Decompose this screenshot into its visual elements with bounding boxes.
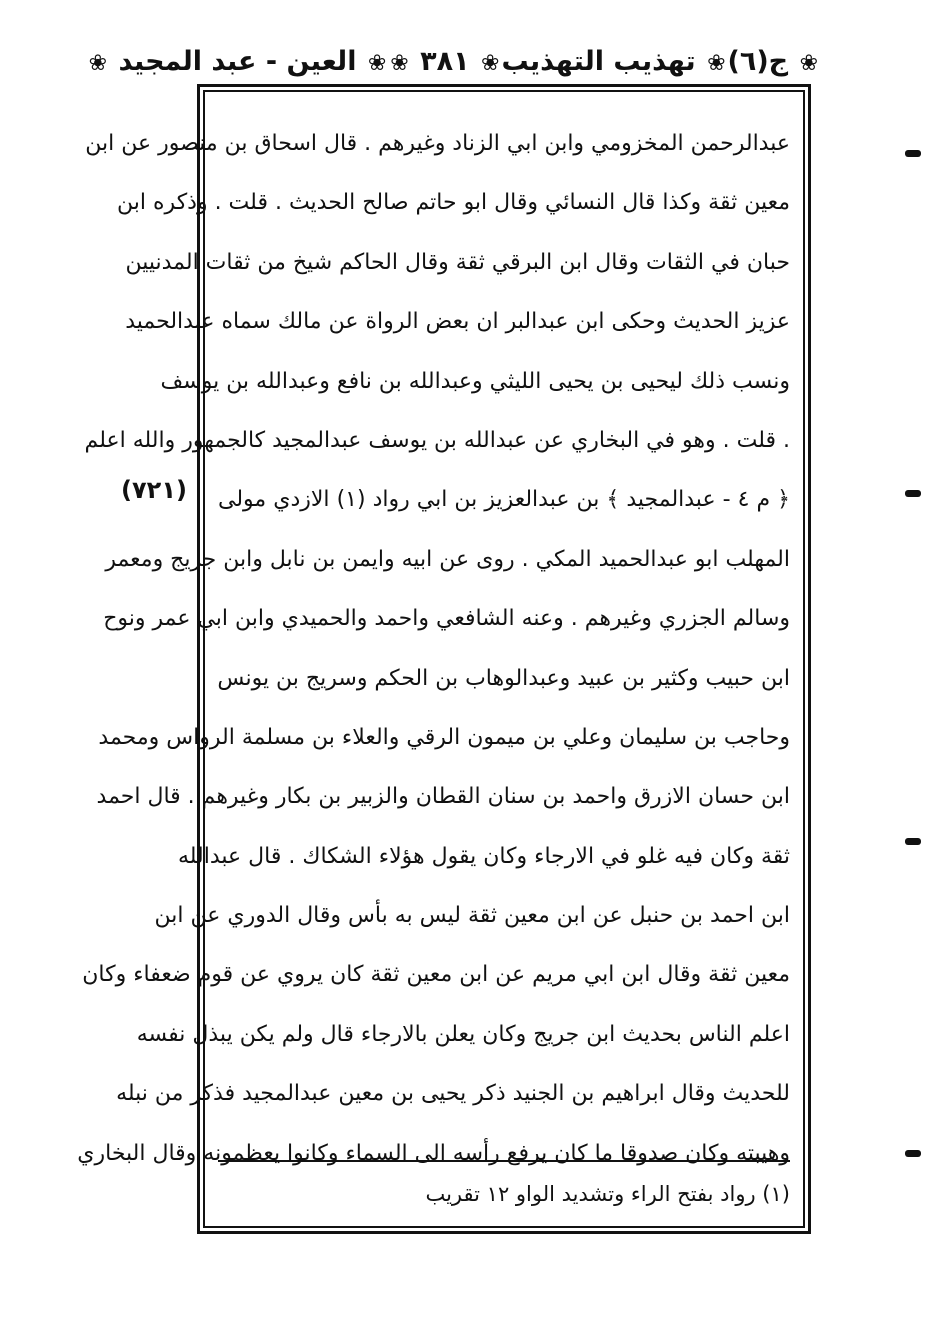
- side-entry-number: (٧٢١): [121, 476, 187, 504]
- text-line: ابن حبيب وكثير بن عبيد وعبدالوهاب بن الحكم وسريج بن يونس: [217, 665, 790, 691]
- text-line: وحاجب بن سليمان وعلي بن ميمون الرقي والعلاء بن مسلمة الرواس ومحمد: [98, 724, 790, 750]
- ornament-icon: ❀: [481, 50, 500, 76]
- text-line: عزيز الحديث وحكى ابن عبدالبر ان بعض الرواة عن مالك سماه عبدالحميد: [125, 309, 790, 335]
- text-line: ثقة وكان فيه غلو في الارجاء وكان يقول هؤلاء الشكاك . قال عبدالله: [177, 843, 790, 869]
- text-line: ونسب ذلك ليحيى بن يحيى الليثي وعبدالله بن نافع وعبدالله بن يوسف: [160, 368, 790, 394]
- margin-mark: [905, 490, 921, 497]
- text-line: وسالم الجزري وغيرهم . وعنه الشافعي واحمد والحميدي وابن ابي عمر ونوح: [103, 606, 790, 632]
- footnote: (١) رواد بفتح الراء وتشديد الواو ١٢ تقريب: [425, 1182, 790, 1206]
- text-line: معين ثقة وقال ابن ابي مريم عن ابن معين ثقة كان يروي عن قوم ضعفاء وكان: [82, 962, 790, 988]
- text-line: ابن احمد بن حنبل عن ابن معين ثقة ليس به بأس وقال الدوري عن ابن: [154, 903, 790, 929]
- header-volume: ج(٦) ❀: [727, 45, 818, 77]
- text-line: وهيبته وكان صدوقا ما كان يرفع رأسه الى السماء وكانوا يعظمونه وقال البخاري: [77, 1140, 790, 1166]
- text-line: معين ثقة وكذا قال النسائي وقال ابو حاتم صالح الحديث . قلت . وذكره ابن: [117, 190, 790, 216]
- header-book-title: تهذيب التهذيب ❀: [501, 45, 726, 77]
- ornament-icon: ❀: [799, 50, 818, 76]
- text-line: للحديث وقال ابراهيم بن الجنيد ذكر يحيى بن معين عبدالمجيد فذكر من نبله: [116, 1081, 790, 1107]
- text-line: اعلم الناس بحديث ابن جريج وكان يعلن بالارجاء قال ولم يكن يبذل نفسه: [136, 1021, 790, 1047]
- ornament-icon: ❀: [707, 50, 726, 76]
- margin-mark: [905, 150, 921, 157]
- text-line: ابن حسان الازرق واحمد بن سنان القطان والزبير بن بكار وغيرهم . قال احمد: [96, 784, 790, 810]
- running-header: [88, 36, 820, 86]
- text-line: عبدالرحمن المخزومي وابن ابي الزناد وغيرهم . قال اسحاق بن منصور عن ابن: [85, 131, 790, 156]
- margin-mark: [905, 1150, 921, 1157]
- header-page-number: ❀ ٣٨١ ❀: [390, 45, 500, 77]
- ornament-icon: ❀: [88, 50, 108, 76]
- text-line: حبان في الثقات وقال ابن البرقي ثقة وقال الحاكم شيخ من ثقات المدنيين: [125, 249, 790, 275]
- margin-mark: [905, 838, 921, 845]
- text-line: المهلب ابو عبدالحميد المكي . روى عن ابيه وايمن بن نابل وابن جريج ومعمر: [105, 546, 790, 572]
- header-section: ❀ العين - عبد المجيد ❀: [88, 45, 387, 77]
- footnote-divider: [218, 1160, 790, 1162]
- ornament-icon: ❀: [390, 50, 409, 76]
- ornament-icon: ❀: [367, 50, 387, 76]
- text-line: . قلت . وهو في البخاري عن عبدالله بن يوسف عبدالمجيد كالجمهور والله اعلم: [84, 427, 790, 453]
- text-line: ﴿ م ٤ - عبدالمجيد ﴾ بن عبدالعزيز بن ابي رواد (١) الازدي مولى: [218, 487, 791, 513]
